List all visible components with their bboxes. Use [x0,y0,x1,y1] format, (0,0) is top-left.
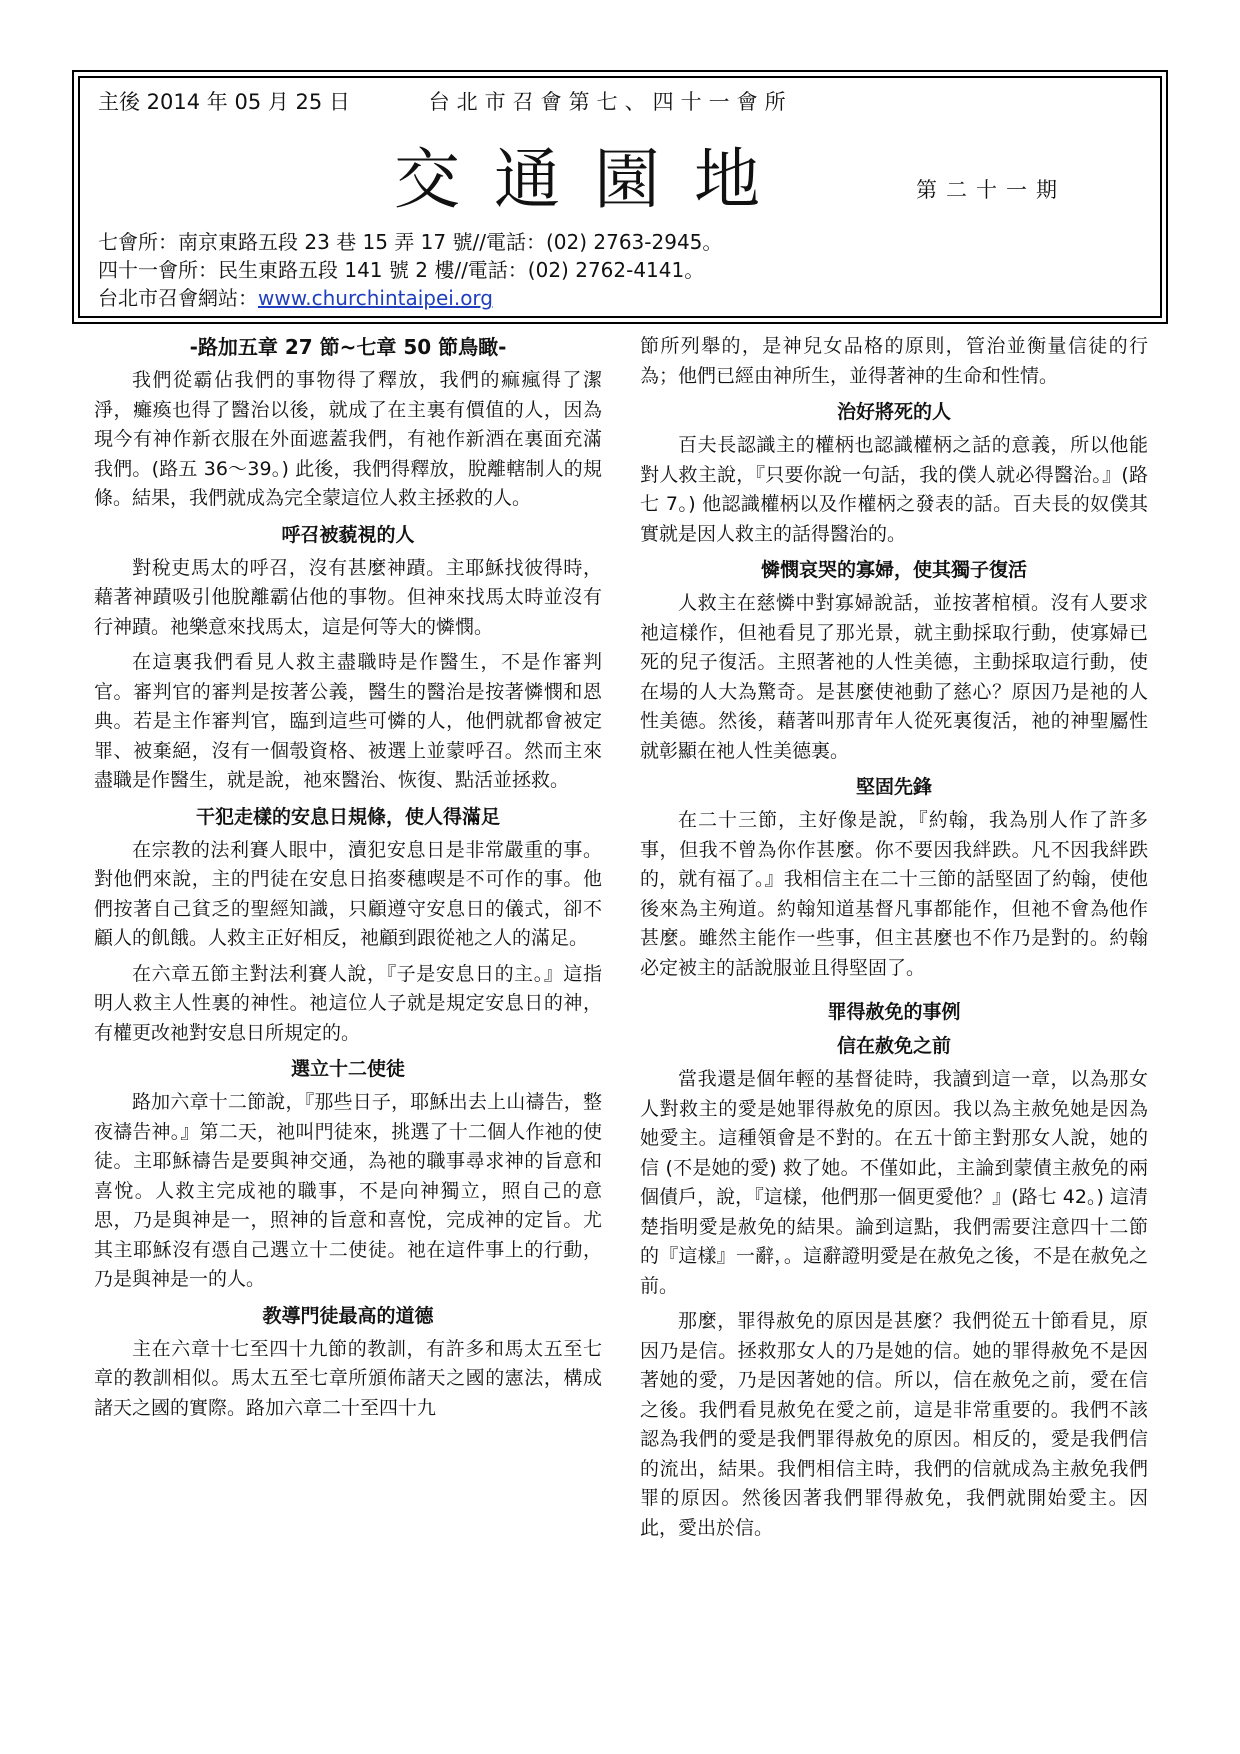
article-title: -路加五章 27 節~七章 50 節鳥瞰- [189,335,507,359]
paragraph: 在這裏我們看見人救主盡職時是作醫生，不是作審判官。審判官的審判是按著公義，醫生的醫治是按著憐憫和恩典。若是主作審判官，臨到這些可憐的人，他們就都會被定罪、被棄絕，沒有一個彀資格、被選上並蒙呼召。然而主來盡職是作醫生，就是說，祂來醫治、恢復、點活並拯救。 [94,651,602,791]
paragraph: 那麼，罪得赦免的原因是甚麼？我們從五十節看見，原因乃是信。拯救那女人的乃是她的信。她的罪得赦免不是因著她的愛，乃是因著她的信。所以，信在赦免之前，愛在信之後。我們看見赦免在愛之前，這是非常重要的。我們不該認為我們的愛是我們罪得赦免的原因。相反的，愛是我們信的流出，結果。我們相信主時，我們的信就成為主赦免我們罪的原因。然後因著我們罪得赦免，我們就開始愛主。因此，愛出於信。 [640,1310,1148,1539]
paragraph: 百夫長認識主的權柄也認識權柄之話的意義，所以他能對人救主說，『只要你說一句話，我的僕人就必得醫治。』(路七 7。) 他認識權柄以及作權柄之發表的話。百夫長的奴僕其實就是因人救主的話得醫治的。 [640,434,1148,545]
address-hall-7: 七會所：南京東路五段 23 巷 15 弄 17 號//電話：(02) 2763-2945。 [98,230,723,254]
paragraph: 我們從霸佔我們的事物得了釋放，我們的痲瘋得了潔淨，癱瘓也得了醫治以後，就成了在主裏有價值的人，因為現今有神作新衣服在外面遮蓋我們，有祂作新酒在裏面充滿我們。(路五 36～39。) 此後，我們得釋放，脫離轄制人的規條。結果，我們就成為完全蒙這位人救主拯救的人。 [94,369,602,509]
website-link[interactable]: www.churchintaipei.org [258,286,493,310]
section-heading: 呼召被藐視的人 [281,523,415,546]
sub-heading: 信在赦免之前 [836,1035,951,1057]
publish-date: 主後 2014 年 05 月 25 日 [98,90,350,114]
paragraph: 在六章五節主對法利賽人說，『子是安息日的主。』這指明人救主人性裏的神性。祂這位人子就是規定安息日的神，有權更改祂對安息日所規定的。 [94,962,602,1044]
section-heading: 憐憫哀哭的寡婦，使其獨子復活 [760,559,1027,581]
paragraph: 在二十三節，主好像是說，『約翰，我為別人作了許多事，但我不曾為你作甚麼。你不要因我絆跌。凡不因我絆跌的，就有福了。』我相信主在二十三節的話堅固了約翰，使他後來為主殉道。約翰知道基督凡事都能作，但祂不會為他作甚麼。雖然主能作一些事，但主甚麼也不作乃是對的。約翰必定被主的話說服並且得堅固了。 [640,809,1148,979]
paragraph: 人救主在慈憐中對寡婦說話，並按著棺槓。沒有人要求祂這樣作，但祂看見了那光景，就主動採取行動，使寡婦已死的兒子復活。主照著祂的人性美德，主動採取這行動，使在場的人大為驚奇。是甚麼使祂動了慈心？原因乃是祂的人性美德。然後，藉著叫那青年人從死裏復活，祂的神聖屬性就彰顯在祂人性美德裏。 [640,592,1148,762]
website-label: 台北市召會網站： [98,286,258,310]
paragraph: 在宗教的法利賽人眼中，瀆犯安息日是非常嚴重的事。對他們來說，主的門徒在安息日掐麥穗喫是不可作的事。他們按著自己貧乏的聖經知識，只顧遵守安息日的儀式，卻不顧人的飢餓。人救主正好相反，祂顧到跟從祂之人的滿足。 [94,838,602,949]
right-column [640,332,1148,1549]
church-name: 台北市召會第七、四十一會所 [428,90,793,114]
section-heading: 選立十二使徒 [290,1058,405,1080]
address-hall-41: 四十一會所：民生東路五段 141 號 2 樓//電話：(02) 2762-4141。 [98,258,705,282]
date-line [98,86,793,116]
issue-number: 第二十一期 [916,178,1066,202]
paragraph-continued: 節所列舉的，是神兒女品格的原則，管治並衡量信徒的行為；他們已經由神所生，並得著神的生命和性情。 [640,335,1148,387]
section-heading: 教導門徒最高的道德 [262,1304,434,1327]
section-heading: 干犯走樣的安息日規條，使人得滿足 [195,805,500,828]
masthead [72,70,1168,324]
section-heading: 治好將死的人 [836,401,951,423]
newsletter-title: 交通園地 [394,141,794,218]
paragraph: 主在六章十七至四十九節的教訓，有許多和馬太五至七章的教訓相似。馬太五至七章所頒佈諸天之國的憲法，構成諸天之國的實際。路加六章二十至四十九 [94,1337,602,1419]
section-heading: 堅固先鋒 [855,776,932,798]
left-column [94,332,602,1429]
paragraph: 當我還是個年輕的基督徒時，我讀到這一章，以為那女人對救主的愛是她罪得赦免的原因。我以為主赦免她是因為她愛主。這種領會是不對的。在五十節主對那女人說，她的信 (不是她的愛) 救了她。不僅如此，主論到蒙債主赦免的兩個債戶，說，『這樣，他們那一個更愛他？』(路七 42。) 這清楚指明愛是赦免的結果。論到這點，我們需要注意四十二節的『這樣』一辭，。這辭證明愛是在赦免之後，不是在赦免之前。 [640,1068,1148,1297]
section-heading: 罪得赦免的事例 [827,1001,961,1023]
paragraph: 路加六章十二節說，『那些日子，耶穌出去上山禱告，整夜禱告神。』第二天，祂叫門徒來，挑選了十二個人作祂的使徒。主耶穌禱告是要與神交通，為祂的職事尋求神的旨意和喜悅。人救主完成祂的職事，不是向神獨立，照自己的意思，乃是與神是一，照神的旨意和喜悅，完成神的定旨。尤其主耶穌沒有憑自己選立十二使徒。祂在這件事上的行動，乃是與神是一的人。 [94,1091,602,1290]
website-line [98,282,493,311]
paragraph: 對稅吏馬太的呼召，沒有甚麼神蹟。主耶穌找彼得時，藉著神蹟吸引他脫離霸佔他的事物。但神來找馬太時並沒有行神蹟。祂樂意來找馬太，這是何等大的憐憫。 [94,556,602,638]
